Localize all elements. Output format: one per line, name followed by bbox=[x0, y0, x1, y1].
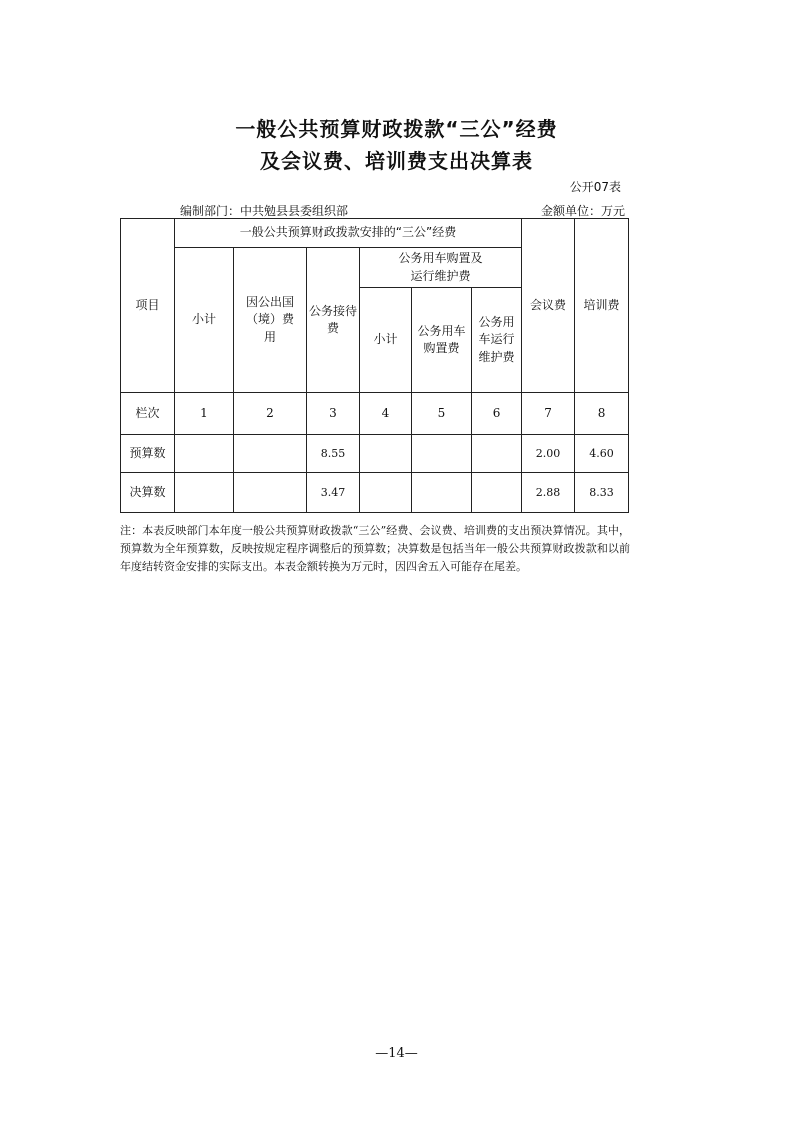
final-row-label: 决算数 bbox=[121, 473, 175, 513]
table-cell bbox=[234, 435, 307, 473]
header-vehicle-group-text: 公务用车购置及运行维护费 bbox=[398, 251, 483, 283]
table-cell: 3.47 bbox=[307, 473, 360, 513]
column-number: 7 bbox=[522, 393, 575, 435]
table-cell bbox=[175, 435, 234, 473]
table-cell: 2.00 bbox=[522, 435, 575, 473]
budget-row-label: 预算数 bbox=[121, 435, 175, 473]
table-cell bbox=[175, 473, 234, 513]
table-cell bbox=[472, 435, 522, 473]
header-training: 培训费 bbox=[575, 219, 629, 393]
header-subtotal: 小计 bbox=[175, 248, 234, 393]
page-number: —14— bbox=[375, 1046, 418, 1061]
column-number: 6 bbox=[472, 393, 522, 435]
header-meeting: 会议费 bbox=[522, 219, 575, 393]
final-row bbox=[121, 473, 629, 513]
unit-label: 金额单位：万元 bbox=[540, 204, 625, 218]
table-cell bbox=[234, 473, 307, 513]
column-number: 5 bbox=[412, 393, 472, 435]
expenditure-table bbox=[120, 218, 629, 513]
column-number: 3 bbox=[307, 393, 360, 435]
header-vehicle-group bbox=[360, 248, 522, 288]
table-cell: 4.60 bbox=[575, 435, 629, 473]
table-cell: 8.33 bbox=[575, 473, 629, 513]
header-abroad-text: 因公出国（境）费用 bbox=[245, 294, 294, 344]
footnote: 注：本表反映部门本年度一般公共预算财政拨款“三公”经费、会议费、培训费的支出预决算情况。其中，预算数为全年预算数，反映按规定程序调整后的预算数；决算数是包括当年一般公共预算财政拨款和以前年度结转资金安排的实际支出。本表金额转换为万元时，因四舍五入可能存在尾差。 bbox=[120, 524, 630, 573]
header-vehicle-operation bbox=[472, 288, 522, 393]
table-cell bbox=[472, 473, 522, 513]
table-cell: 8.55 bbox=[307, 435, 360, 473]
budget-row bbox=[121, 435, 629, 473]
column-row-label: 栏次 bbox=[121, 393, 175, 435]
column-number: 2 bbox=[234, 393, 307, 435]
header-abroad bbox=[234, 248, 307, 393]
table-cell bbox=[412, 435, 472, 473]
table-code: 公开07表 bbox=[569, 180, 621, 194]
header-reception-text: 公务接待费 bbox=[309, 303, 358, 335]
header-vehicle-purchase bbox=[412, 288, 472, 393]
column-number: 4 bbox=[360, 393, 412, 435]
header-vehicle-subtotal: 小计 bbox=[360, 288, 412, 393]
department-label: 编制部门：中共勉县县委组织部 bbox=[180, 204, 349, 218]
column-number: 1 bbox=[175, 393, 234, 435]
header-reception bbox=[307, 248, 360, 393]
table-cell bbox=[360, 473, 412, 513]
header-vehicle-purchase-text: 公务用车购置费 bbox=[417, 323, 466, 355]
column-number-row bbox=[121, 393, 629, 435]
report-title-line1: 一般公共预算财政拨款“三公”经费 bbox=[235, 117, 558, 141]
report-title-line2: 及会议费、培训费支出决算表 bbox=[260, 149, 533, 173]
table-cell: 2.88 bbox=[522, 473, 575, 513]
header-three-public-group: 一般公共预算财政拨款安排的“三公”经费 bbox=[175, 219, 522, 248]
table-cell bbox=[360, 435, 412, 473]
column-number: 8 bbox=[575, 393, 629, 435]
table-cell bbox=[412, 473, 472, 513]
header-item: 项目 bbox=[121, 219, 175, 393]
header-vehicle-operation-text: 公务用车运行维护费 bbox=[478, 314, 515, 364]
